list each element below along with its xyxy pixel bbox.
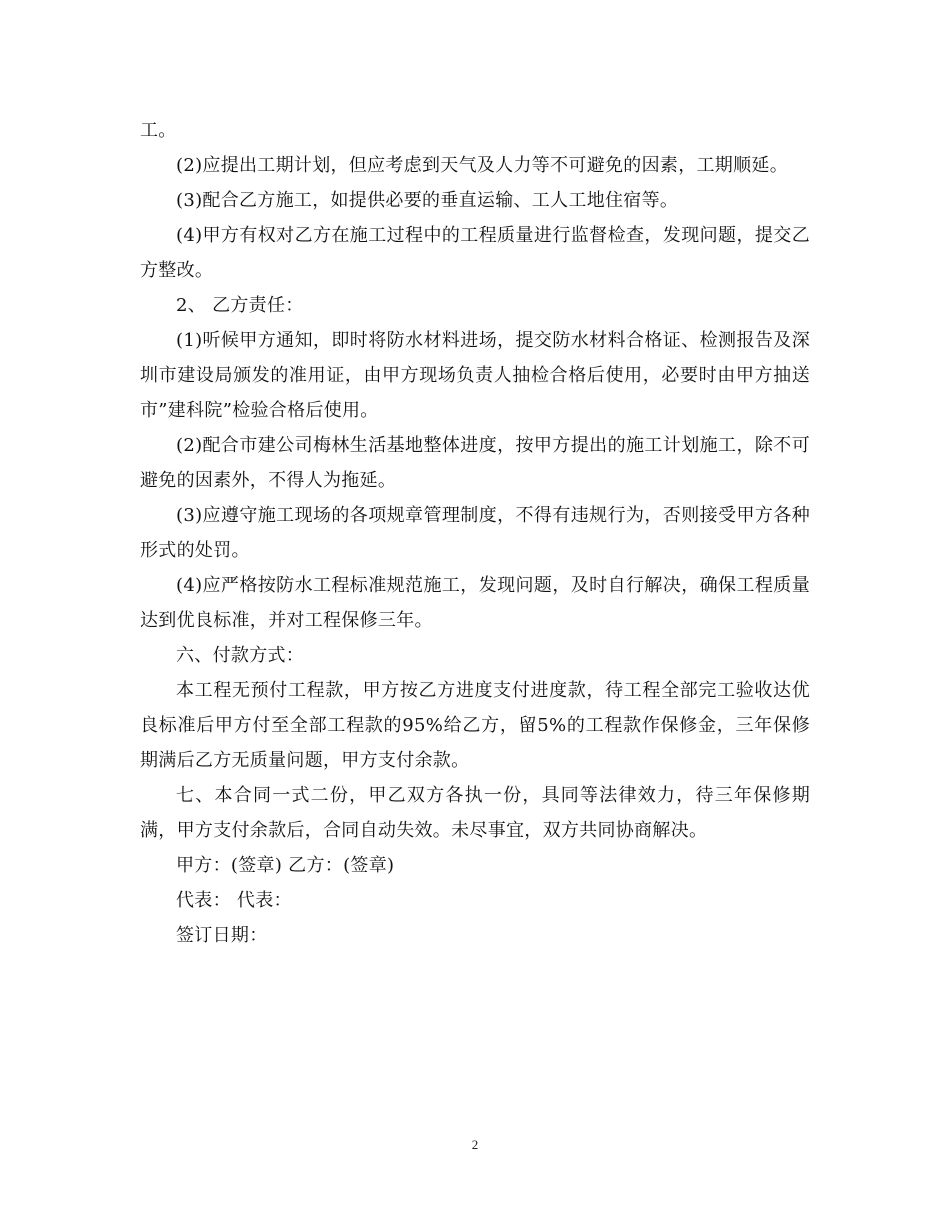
paragraph-payment-terms: 本工程无预付工程款，甲方按乙方进度支付进度款，待工程全部完工验收达优良标准后甲方付至全部工程款的95%给乙方，留5%的工程款作保修金，三年保修期满后乙方无质量问题，甲方支付余款。 <box>140 680 810 771</box>
paragraph-party-a-item-3: (3)配合乙方施工，如提供必要的垂直运输、工人工地住宿等。 <box>176 190 679 211</box>
paragraph-party-b-item-2: (2)配合市建公司梅林生活基地整体进度，按甲方提出的施工计划施工，除不可避免的因素外，不得人为拖延。 <box>140 435 810 491</box>
paragraph-party-a-item-2: (2)应提出工期计划，但应考虑到天气及人力等不可避免的因素，工期顺延。 <box>176 155 788 176</box>
paragraph-contract-copies: 七、本合同一式二份，甲乙双方各执一份，具同等法律效力，待三年保修期满，甲方支付余款后，合同自动失效。未尽事宜，双方共同协商解决。 <box>140 785 810 841</box>
section-heading-party-b-duties: 2、 乙方责任： <box>176 295 304 316</box>
document-body <box>140 113 810 953</box>
paragraph-party-b-item-1: (1)听候甲方通知，即时将防水材料进场，提交防水材料合格证、检测报告及深圳市建设局颁发的准用证，由甲方现场负责人抽检合格后使用，必要时由甲方抽送市”建科院”检验合格后使用。 <box>140 330 810 421</box>
signature-line-representatives: 代表： 代表： <box>176 890 292 911</box>
signature-line-parties: 甲方：(签章) 乙方：(签章) <box>176 855 395 876</box>
signature-line-date: 签订日期： <box>176 925 268 946</box>
paragraph-party-b-item-3: (3)应遵守施工现场的各项规章管理制度，不得有违规行为，否则接受甲方各种形式的处罚。 <box>140 505 810 561</box>
page-number: 2 <box>471 1137 479 1152</box>
section-heading-payment: 六、付款方式： <box>176 645 305 666</box>
paragraph-party-a-item-4: (4)甲方有权对乙方在施工过程中的工程质量进行监督检查，发现问题，提交乙方整改。 <box>140 225 810 281</box>
paragraph-continuation: 工。 <box>140 120 177 141</box>
paragraph-party-b-item-4: (4)应严格按防水工程标准规范施工，发现问题，及时自行解决，确保工程质量达到优良标准，并对工程保修三年。 <box>140 575 810 631</box>
